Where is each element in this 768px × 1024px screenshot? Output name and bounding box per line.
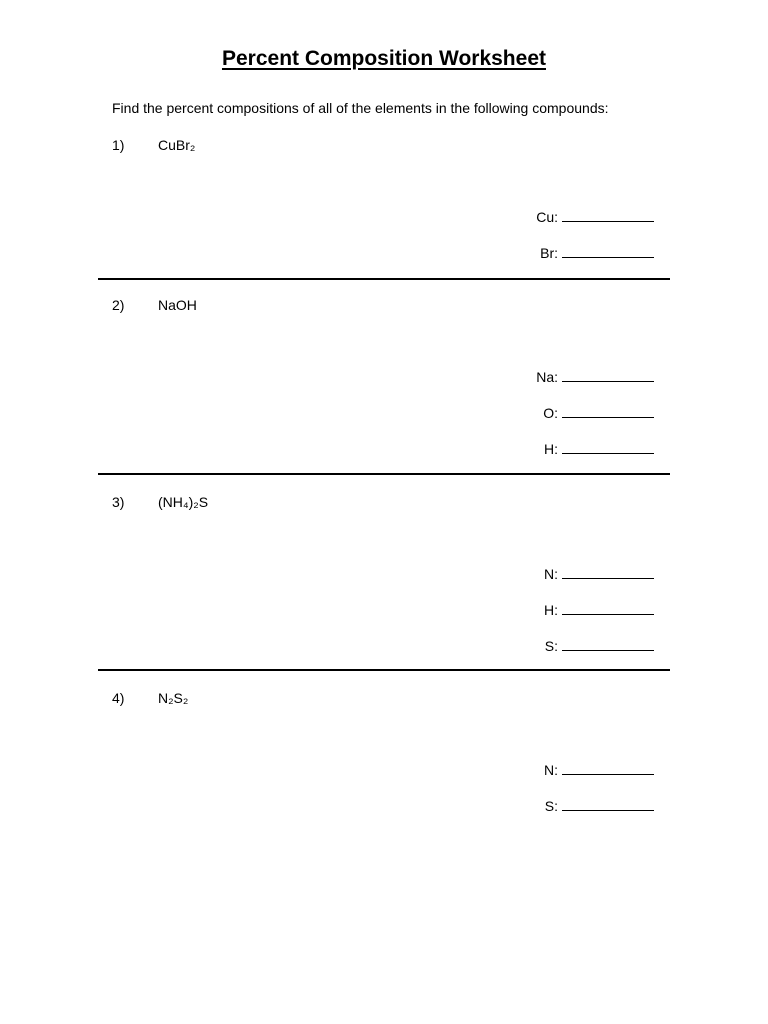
answer-row bbox=[544, 564, 654, 600]
section-divider bbox=[98, 278, 670, 280]
answer-blank[interactable] bbox=[562, 636, 654, 651]
question-formula: (NH₄)₂S bbox=[158, 494, 209, 510]
question-number: 1) bbox=[112, 137, 125, 153]
answer-list bbox=[536, 367, 654, 475]
answer-row bbox=[544, 600, 654, 636]
answer-blank[interactable] bbox=[562, 403, 654, 418]
answer-blank[interactable] bbox=[562, 439, 654, 454]
answer-label: S: bbox=[544, 638, 558, 654]
answer-label: H: bbox=[544, 441, 558, 457]
answer-row bbox=[544, 636, 654, 672]
question-formula: CuBr₂ bbox=[158, 137, 196, 153]
answer-label: H: bbox=[544, 602, 558, 618]
answer-blank[interactable] bbox=[562, 367, 654, 382]
question-formula: NaOH bbox=[158, 297, 197, 313]
answer-blank[interactable] bbox=[562, 760, 654, 775]
question-number: 3) bbox=[112, 494, 125, 510]
question-number: 2) bbox=[112, 297, 125, 313]
answer-label: Cu: bbox=[536, 209, 558, 225]
answer-list bbox=[544, 564, 654, 672]
answer-blank[interactable] bbox=[562, 243, 654, 258]
answer-list bbox=[536, 207, 654, 279]
answer-row bbox=[536, 403, 654, 439]
page-title: Percent Composition Worksheet bbox=[221, 47, 546, 70]
section-divider bbox=[98, 669, 670, 671]
answer-label: N: bbox=[544, 762, 558, 778]
answer-label: Br: bbox=[540, 245, 558, 261]
answer-row bbox=[544, 796, 654, 832]
section-divider bbox=[98, 473, 670, 475]
answer-label: N: bbox=[544, 566, 558, 582]
answer-row bbox=[536, 367, 654, 403]
instructions-text: Find the percent compositions of all of the elements in the following compounds: bbox=[112, 100, 609, 116]
answer-label: O: bbox=[543, 405, 558, 421]
answer-row bbox=[536, 207, 654, 243]
answer-label: S: bbox=[544, 798, 558, 814]
answer-blank[interactable] bbox=[562, 207, 654, 222]
answer-blank[interactable] bbox=[562, 564, 654, 579]
answer-row bbox=[544, 760, 654, 796]
answer-row bbox=[536, 439, 654, 475]
answer-label: Na: bbox=[536, 369, 558, 385]
answer-row bbox=[536, 243, 654, 279]
answer-list bbox=[544, 760, 654, 832]
answer-blank[interactable] bbox=[562, 796, 654, 811]
question-number: 4) bbox=[112, 690, 125, 706]
question-formula: N₂S₂ bbox=[158, 690, 189, 706]
answer-blank[interactable] bbox=[562, 600, 654, 615]
